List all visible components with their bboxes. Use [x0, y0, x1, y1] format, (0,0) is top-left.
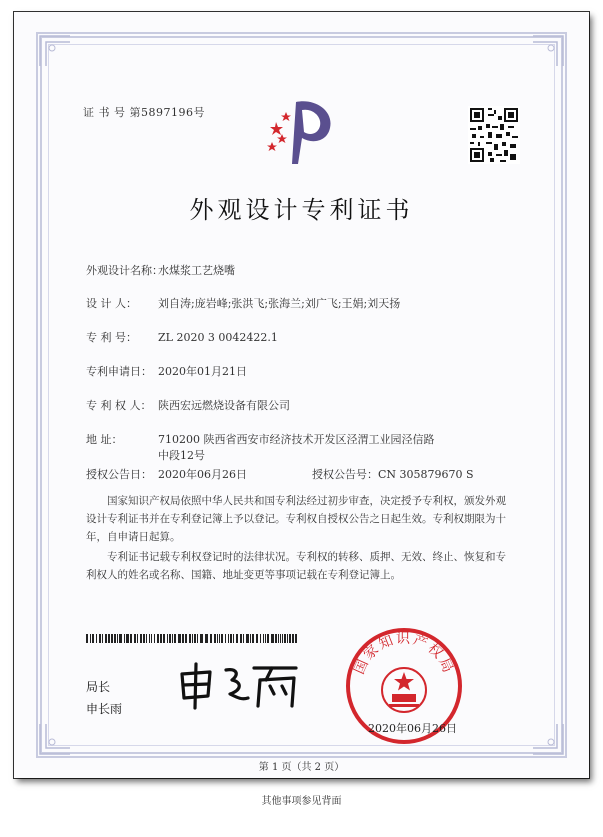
barcode-bar	[292, 634, 294, 643]
field-address	[86, 431, 435, 447]
barcode-bar	[102, 634, 103, 643]
barcode-bar	[86, 634, 88, 643]
director-name: 申长雨	[86, 702, 123, 716]
barcode-bar	[219, 634, 220, 643]
address-line-2: 中段12号	[158, 449, 205, 462]
barcode-bar	[221, 634, 223, 643]
field-value: 2020年01月21日	[158, 365, 247, 378]
barcode-bar	[210, 634, 212, 643]
certificate-number: 证 书 号 第5897196号	[83, 106, 205, 119]
field-design-name	[86, 262, 235, 278]
field-label: 设 计 人：	[86, 297, 137, 310]
barcode-bar	[178, 634, 181, 643]
barcode-bar	[256, 634, 258, 643]
barcode-bar	[182, 634, 184, 643]
barcode-bar	[289, 634, 291, 643]
barcode-bar	[172, 634, 173, 643]
barcode-bar	[143, 634, 145, 643]
barcode-bar	[108, 634, 110, 643]
barcode-bar	[225, 634, 226, 643]
field-designers	[86, 295, 400, 311]
director-title: 局长	[86, 680, 111, 694]
barcode-bar	[189, 634, 191, 643]
field-application-date	[86, 363, 247, 379]
barcode-bar	[96, 634, 97, 643]
barcode-bar	[117, 634, 118, 643]
barcode-bar	[130, 634, 132, 643]
barcode-bar	[194, 634, 196, 643]
svg-text:国家知识产权局	[352, 631, 457, 677]
barcode-bar	[260, 634, 261, 643]
barcode-bar	[92, 634, 94, 643]
seal-text: 国家知识产权局	[351, 631, 457, 677]
field-label: 专 利 权 人：	[86, 399, 152, 412]
field-label: 专 利 号：	[86, 331, 137, 344]
barcode-bar	[126, 634, 129, 643]
barcode-bar	[197, 634, 198, 643]
barcode-bar	[252, 634, 254, 643]
seal-date: 2020年06月26日	[368, 722, 457, 735]
barcode-bar	[134, 634, 136, 643]
barcode-bar	[275, 634, 277, 643]
corner-ornament-icon	[38, 722, 72, 756]
barcode-bar	[169, 634, 171, 643]
barcode-bar	[233, 634, 234, 643]
field-label: 外观设计名称：	[86, 264, 163, 277]
barcode-bar	[151, 634, 152, 643]
barcode-bar	[284, 634, 286, 643]
barcode-bar	[149, 634, 150, 643]
barcode-bar	[263, 634, 264, 643]
corner-ornament-icon	[531, 34, 565, 68]
barcode-bar	[90, 634, 91, 643]
barcode-bar	[167, 634, 168, 643]
page-info: 第 1 页（共 2 页）	[258, 762, 345, 773]
barcode-bar	[157, 634, 159, 643]
field-value: 陕西宏远燃烧设备有限公司	[158, 399, 290, 412]
field-patentee	[86, 397, 290, 413]
barcode-bar	[119, 634, 122, 643]
cnipa-emblem-icon	[262, 92, 340, 166]
barcode-bar	[228, 634, 229, 643]
field-label: 授权公告日：	[86, 468, 152, 481]
field-label: 专利申请日：	[86, 365, 152, 378]
barcode-bar	[267, 634, 269, 643]
barcode-bar	[154, 634, 155, 643]
barcode-bar	[236, 634, 238, 643]
publication-number: 授权公告号：CN 305879670 S	[312, 468, 474, 481]
grant-paragraph: 国家知识产权局依照中华人民共和国专利法经过初步审查，决定授予专利权，颁发外观设计专利证书并在专利登记簿上予以登记。专利权自授权公告之日起生效。专利权期限为十年，自申请日起算。	[86, 495, 506, 543]
barcode-bar	[124, 634, 125, 643]
qr-code-icon	[468, 106, 520, 164]
barcode-bar	[160, 634, 162, 643]
field-value: 2020年06月26日	[158, 468, 247, 481]
barcode-bar	[163, 634, 165, 643]
director-signature	[176, 660, 304, 710]
barcode-bar	[146, 634, 147, 643]
barcode-bar	[271, 634, 274, 643]
barcode-bar	[185, 634, 187, 643]
barcode-bar	[295, 634, 297, 643]
barcode-bar	[192, 634, 193, 643]
field-value: 刘自涛;庞岩峰;张洪飞;张海兰;刘广飞;王娟;刘天扬	[158, 297, 401, 310]
corner-ornament-icon	[38, 34, 72, 68]
barcode-bar	[282, 634, 283, 643]
barcode-bar	[287, 634, 288, 643]
barcode-bar	[205, 634, 208, 643]
national-emblem-icon	[382, 668, 426, 712]
barcode-bar	[200, 634, 203, 643]
barcode-bar	[217, 634, 218, 643]
field-value: ZL 2020 3 0042422.1	[158, 331, 278, 344]
barcode-bar	[174, 634, 176, 643]
barcode-bar	[243, 634, 244, 643]
legal-status-paragraph: 专利证书记载专利权登记时的法律状况。专利权的转移、质押、无效、终止、恢复和专利权人的姓名或名称、国籍、地址变更等事项记载在专利登记簿上。	[86, 551, 506, 581]
barcode-bar	[105, 634, 107, 643]
barcode-bar	[265, 634, 266, 643]
barcode-bar	[99, 634, 101, 643]
barcode-bar	[114, 634, 116, 643]
barcode-bar	[280, 634, 281, 643]
field-label: 地 址：	[86, 433, 123, 446]
barcode-bar	[140, 634, 142, 643]
barcode-bar	[230, 634, 232, 643]
field-patent-number	[86, 329, 278, 345]
barcode-bar	[250, 634, 251, 643]
barcode-bar	[278, 634, 279, 643]
barcode-bar	[246, 634, 249, 643]
back-notice: 其他事项参见背面	[261, 796, 342, 807]
field-value: 水煤浆工艺烧嘴	[158, 264, 235, 277]
barcode-bar	[111, 634, 113, 643]
field-value: 710200 陕西省西安市经济技术开发区泾渭工业园泾信路	[158, 433, 435, 446]
barcode-bar	[240, 634, 242, 643]
barcode-bar	[214, 634, 216, 643]
certificate-title: 外观设计专利证书	[189, 196, 414, 224]
field-grant-date	[86, 466, 247, 482]
barcode-bar	[137, 634, 138, 643]
corner-ornament-icon	[531, 722, 565, 756]
barcode-icon	[86, 634, 298, 643]
